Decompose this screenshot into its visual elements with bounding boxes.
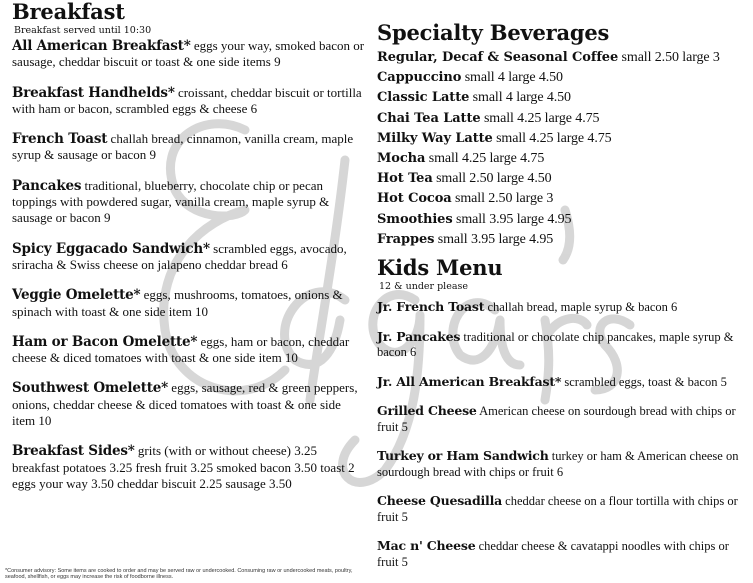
- menu-item: All American Breakfast* eggs your way, smoked bacon or sausage, cheddar biscuit or toast & one side items 9: [12, 38, 365, 70]
- beverage-item: Mocha small 4.25 large 4.75: [377, 151, 545, 167]
- kids-title: Kids Menu: [377, 255, 503, 281]
- menu-item: French Toast challah bread, cinnamon, vanilla cream, maple syrup & sausage or bacon 9: [12, 131, 354, 163]
- menu-item: Pancakes traditional, blueberry, chocolate chip or pecan toppings with powdered sugar, vanilla cream, maple syrup & sausage or bacon 9: [12, 177, 330, 226]
- menu-item: Breakfast Sides* grits (with or without cheese) 3.25 breakfast potatoes 3.25 fresh fruit 3.25 smoked bacon 3.50 toast 2 eggs your way 3.50 cheddar biscuit 2.25 sausage 3.50: [12, 443, 355, 491]
- beverage-item: Cappuccino small 4 large 4.50: [377, 70, 563, 86]
- breakfast-title: Breakfast: [12, 0, 125, 24]
- consumer-advisory: *Consumer advisory: Some items are cooked to order and may be served raw or undercooked. Consuming raw or undercooked meats, poultry, seafood, shellfish, or eggs may increase the risk of foodborne illness.: [5, 568, 353, 581]
- kids-note: 12 & under please: [379, 281, 468, 293]
- kids-item: Jr. Pancakes traditional or chocolate chip pancakes, maple syrup & bacon 6: [377, 328, 734, 360]
- kids-item: Cheese Quesadilla cheddar cheese on a flour tortilla with chips or fruit 5: [377, 493, 738, 524]
- kids-item: Jr. French Toast challah bread, maple syrup & bacon 6: [377, 299, 678, 315]
- beverages-list: [377, 48, 747, 250]
- menu-item: Veggie Omelette* eggs, mushrooms, tomatoes, onions & spinach with toast & one side item 10: [12, 287, 343, 319]
- beverage-item: Frappes small 3.95 large 4.95: [377, 231, 554, 247]
- kids-item: Mac n' Cheese cheddar cheese & cavatappi noodles with chips or fruit 5: [377, 538, 729, 569]
- beverage-item: Regular, Decaf & Seasonal Coffee small 2.50 large 3: [377, 50, 720, 65]
- kids-item: Jr. All American Breakfast* scrambled eggs, toast & bacon 5: [377, 373, 727, 389]
- breakfast-section: [12, 0, 367, 506]
- kids-item: Turkey or Ham Sandwich turkey or ham & American cheese on sourdough bread with chips or fruit 6: [377, 448, 739, 479]
- menu-item: Southwest Omelette* eggs, sausage, red & green peppers, onions, cheddar cheese & diced tomatoes with toast & one side item 10: [12, 380, 358, 429]
- menu-item: Spicy Eggacado Sandwich* scrambled eggs, avocado, sriracha & Swiss cheese on jalapeno cheddar bread 6: [12, 240, 347, 272]
- beverage-item: Milky Way Latte small 4.25 large 4.75: [377, 130, 612, 146]
- menu-item: Breakfast Handhelds* croissant, cheddar biscuit or tortilla with ham or bacon, scrambled eggs & cheese 6: [12, 84, 362, 116]
- beverage-item: Chai Tea Latte small 4.25 large 4.75: [377, 110, 600, 126]
- beverage-item: Hot Cocoa small 2.50 large 3: [377, 191, 554, 207]
- breakfast-note: Breakfast served until 10:30: [14, 25, 152, 36]
- right-column: [377, 0, 747, 583]
- beverage-item: Classic Latte small 4 large 4.50: [377, 90, 571, 106]
- beverages-title: Specialty Beverages: [377, 20, 610, 45]
- beverage-item: Hot Tea small 2.50 large 4.50: [377, 171, 552, 187]
- kids-item: Grilled Cheese American cheese on sourdough bread with chips or fruit 5: [377, 403, 736, 434]
- menu-item: Ham or Bacon Omelette* eggs, ham or bacon, cheddar cheese & diced tomatoes with toast & one side item 10: [12, 333, 350, 366]
- beverage-item: Smoothies small 3.95 large 4.95: [377, 211, 572, 227]
